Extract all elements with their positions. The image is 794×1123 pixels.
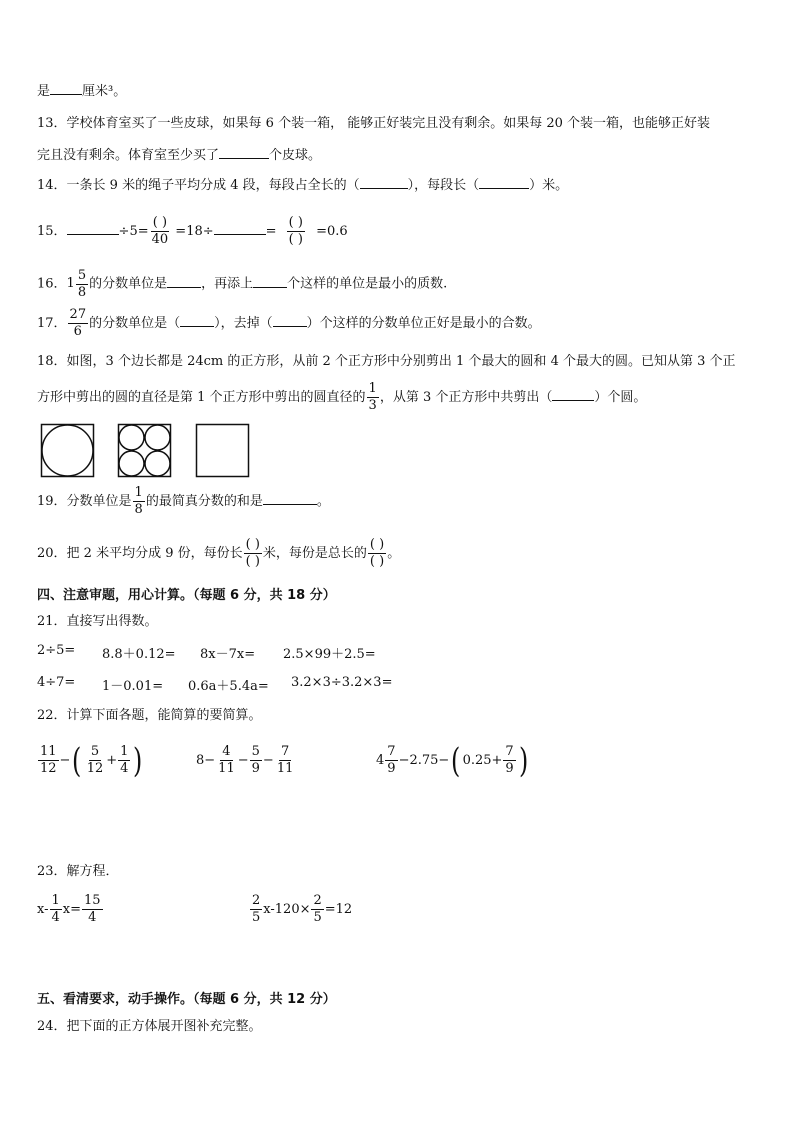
answer-blank[interactable]	[360, 174, 408, 189]
calc-item: 2÷5=	[37, 643, 76, 658]
answer-blank[interactable]	[50, 80, 82, 95]
square-one-circle	[42, 425, 94, 477]
answer-blank[interactable]	[67, 220, 119, 235]
q23-equation-2: $\frac{2}{5}$ x-120× $\frac{2}{5}$ =12	[252, 893, 353, 925]
calc-item: 1－0.01=	[102, 679, 164, 694]
q12-tail: 是 厘米³。	[37, 80, 126, 102]
q22-title: 22．计算下面各题，能简算的要简算。	[37, 708, 262, 723]
fraction: $\frac{1}{3}$	[368, 381, 377, 413]
answer-blank[interactable]	[253, 273, 287, 288]
mixed-number: 1 $\frac{5}{8}$	[66, 267, 87, 300]
q18-squares-figure	[40, 423, 252, 479]
answer-blank[interactable]	[219, 144, 269, 159]
fraction: $\frac{( )}{( )}$	[369, 537, 385, 569]
calc-item: 0.6a＋5.4a=	[188, 679, 269, 694]
calc-item: 8.8＋0.12=	[102, 647, 176, 662]
q22-expression-1: $\frac{11}{12}$ −( $\frac{5}{12}$ + $\frac{1}{4}$ )	[40, 740, 143, 781]
fraction: $\frac{27}{6}$	[69, 307, 87, 339]
q21-title: 21．直接写出得数。	[37, 614, 158, 629]
q19: 19．分数单位是 $\frac{1}{8}$ 的最简真分数的和是 。	[37, 485, 330, 517]
answer-blank[interactable]	[273, 312, 307, 327]
q22-expression-3: 4 $\frac{7}{9}$ −2.75−( 0.25+ $\frac{7}{9}$ )	[376, 740, 528, 781]
q13-line2: 完且没有剩余。体育室至少买了 个皮球。	[37, 144, 321, 166]
q17: 17． $\frac{27}{6}$ 的分数单位是（ ），去掉（ ）个这样的分数单位正好是最小的合数。	[37, 307, 541, 339]
section-5-heading: 五、看清要求，动手操作。（每题 6 分，共 12 分）	[37, 992, 336, 1007]
answer-blank[interactable]	[214, 220, 266, 235]
calc-item: 3.2×3÷3.2×3=	[291, 675, 393, 690]
answer-blank[interactable]	[479, 174, 529, 189]
fraction: $\frac{1}{8}$	[134, 485, 143, 517]
fraction: $\frac{( )}{40}$	[151, 215, 169, 247]
q20: 20．把 2 米平均分成 9 份，每份长 $\frac{( )}{( )}$ 米，每份是总长的 $\frac{( )}{( )}$ 。	[37, 537, 401, 569]
q23-title: 23．解方程．	[37, 864, 119, 879]
calc-item: 4÷7=	[37, 675, 76, 690]
fraction: $\frac{( )}{( )}$	[288, 215, 303, 247]
answer-blank[interactable]	[180, 312, 214, 327]
square-empty	[197, 425, 249, 477]
section-4-heading: 四、注意审题，用心计算。（每题 6 分，共 18 分）	[37, 588, 336, 603]
q15: 15． ÷5= $\frac{( )}{40}$ =18÷ = $\frac{( )}{( )}$ =0.6	[37, 215, 348, 247]
calc-item: 2.5×99＋2.5=	[283, 647, 376, 662]
q18-line1: 18．如图，3 个边长都是 24cm 的正方形，从前 2 个正方形中分别剪出 1 个最大的圆和 4 个最大的圆。已知从第 3 个正	[37, 354, 736, 369]
answer-blank[interactable]	[263, 490, 317, 505]
q16: 16． 1 $\frac{5}{8}$ 的分数单位是 ，再添上 个这样的单位是最小的质数.	[37, 266, 447, 303]
q24-title: 24．把下面的正方体展开图补充完整。	[37, 1019, 262, 1034]
q13-line1: 13．学校体育室买了一些皮球，如果每 6 个装一箱， 能够正好装完且没有剩余。如果每 20 个装一箱，也能够正好装	[37, 116, 711, 131]
fraction: $\frac{( )}{( )}$	[245, 537, 260, 569]
calc-item: 8x－7x=	[200, 647, 256, 662]
answer-blank[interactable]	[552, 386, 594, 401]
q22-expression-2: 8− $\frac{4}{11}$ − $\frac{5}{9}$ − $\frac{7}{11}$	[196, 744, 294, 776]
answer-blank[interactable]	[167, 273, 201, 288]
q23-equation-1: x- $\frac{1}{4}$ x= $\frac{15}{4}$	[37, 893, 101, 925]
q14: 14．一条长 9 米的绳子平均分成 4 段，每段占全长的（ ），每段长（ ）米。	[37, 174, 568, 196]
q18-line2: 方形中剪出的圆的直径是第 1 个正方形中剪出的圆直径的 $\frac{1}{3}$ ，从第 3 个正方形中共剪出（ ）个圆。	[37, 381, 647, 413]
square-four-circles	[119, 425, 171, 477]
